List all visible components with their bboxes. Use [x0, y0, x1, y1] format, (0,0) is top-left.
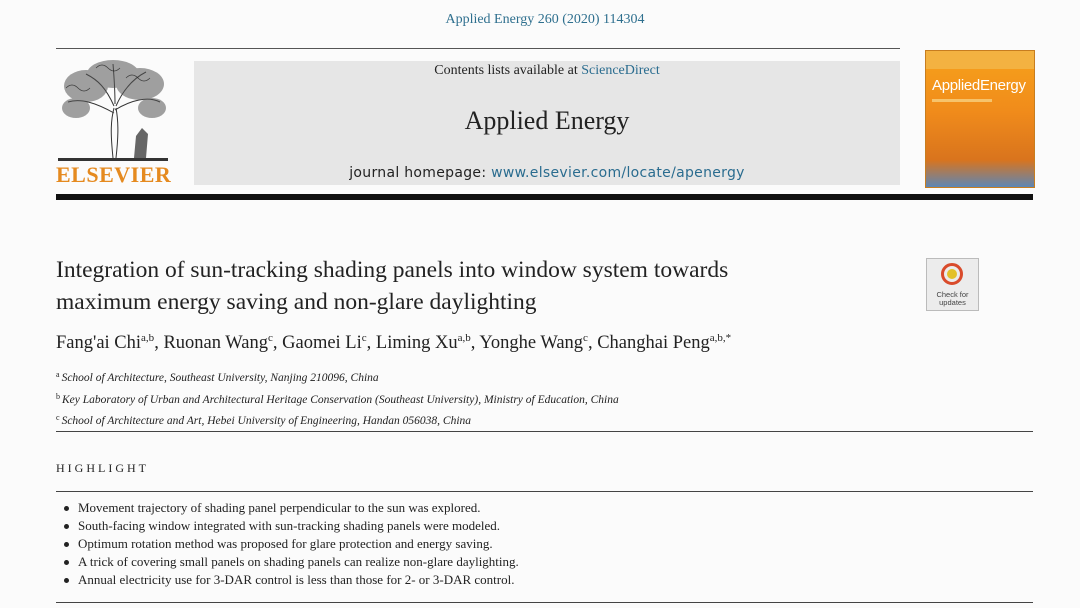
bullet-icon — [64, 542, 69, 547]
header-thick-divider — [56, 194, 1033, 200]
affiliation-key: a — [56, 370, 60, 379]
journal-title: Applied Energy — [464, 106, 630, 135]
highlight-heading: HIGHLIGHT — [56, 461, 149, 475]
affiliation-item — [56, 409, 619, 431]
author-name[interactable]: Ruonan Wang — [163, 333, 268, 353]
cover-top-band — [926, 51, 1034, 69]
article-title-line2: maximum energy saving and non-glare daylighting — [56, 289, 537, 315]
author-affiliation-marker[interactable]: a,b — [141, 332, 155, 344]
elsevier-logo[interactable] — [56, 58, 170, 188]
highlight-divider — [56, 491, 1033, 492]
author-affiliation-marker[interactable]: c — [583, 332, 588, 344]
author-name[interactable]: Liming Xu — [375, 333, 458, 353]
affiliation-list — [56, 366, 619, 431]
affiliation-text: School of Architecture, Southeast University, Nanjing 210096, China — [61, 372, 379, 384]
highlight-item — [62, 553, 1022, 571]
homepage-link[interactable]: www.elsevier.com/locate/apenergy — [491, 165, 745, 181]
author-affiliation-marker[interactable]: c — [361, 332, 367, 344]
contents-line — [194, 63, 900, 79]
highlight-list — [62, 499, 1022, 589]
highlight-text: Movement trajectory of shading panel perpendicular to the sun was explored. — [78, 500, 481, 515]
article-title-line1: Integration of sun-tracking shading panels into window system towards — [56, 257, 729, 283]
journal-banner — [194, 61, 900, 185]
elsevier-wordmark: ELSEVIER — [56, 162, 172, 187]
contents-prefix: Contents lists available at — [434, 63, 582, 78]
check-for-updates-button[interactable] — [926, 258, 979, 311]
bottom-divider — [56, 602, 1033, 603]
affiliation-key: c — [56, 413, 60, 422]
check-for-updates-label — [927, 291, 978, 307]
article-title — [56, 254, 906, 318]
author-name[interactable]: Changhai Peng — [597, 333, 710, 353]
sciencedirect-link[interactable]: ScienceDirect — [581, 63, 660, 78]
badge-line2: updates — [939, 298, 966, 307]
highlight-item — [62, 499, 1022, 517]
homepage-prefix: journal homepage: — [349, 165, 492, 181]
affiliation-item — [56, 388, 619, 410]
highlight-text: Annual electricity use for 3-DAR control is less than those for 2- or 3-DAR control. — [78, 572, 515, 587]
homepage-line — [194, 165, 900, 181]
author-affiliation-marker[interactable]: c — [267, 332, 273, 344]
author-list: Fang'ai Chi$^{a,b}$, Ruonan Wang$^c$, Gaomei Li$^c$, Liming Xu$^{a,b}$, Yonghe Wang$^c$, Changhai Peng$^{a,b,*}$ — [56, 332, 732, 353]
check-for-updates-icon-center — [947, 269, 957, 279]
highlight-text: Optimum rotation method was proposed for glare protection and energy saving. — [78, 536, 493, 551]
highlight-item — [62, 535, 1022, 553]
bullet-icon — [64, 506, 69, 511]
highlight-item — [62, 571, 1022, 589]
top-divider — [56, 48, 900, 49]
bullet-icon — [64, 524, 69, 529]
bullet-icon — [64, 578, 69, 583]
author-affiliation-marker[interactable]: a,b,* — [709, 332, 732, 344]
highlight-item — [62, 517, 1022, 535]
cover-title: AppliedEnergy — [932, 77, 1026, 94]
cover-accent-line — [932, 99, 992, 102]
author-name[interactable]: Fang'ai Chi — [56, 333, 142, 353]
journal-cover[interactable] — [925, 50, 1035, 188]
journal-citation[interactable]: Applied Energy 260 (2020) 114304 — [445, 12, 645, 27]
affiliation-key: b — [56, 391, 60, 401]
highlight-text: A trick of covering small panels on shading panels can realize non-glare daylighting. — [78, 554, 519, 569]
badge-line1: Check for — [936, 290, 969, 299]
author-name[interactable]: Gaomei Li — [282, 333, 362, 353]
affiliation-item — [56, 366, 619, 388]
elsevier-tree-icon — [56, 58, 170, 162]
section-divider — [56, 431, 1033, 432]
highlight-text: South-facing window integrated with sun-tracking shading panels were modeled. — [78, 518, 501, 533]
affiliation-text: Key Laboratory of Urban and Architectural Heritage Conservation (Southeast University), Ministry of Education, China — [62, 393, 619, 406]
author-name[interactable]: Yonghe Wang — [479, 333, 584, 353]
author-affiliation-marker[interactable]: a,b — [457, 332, 471, 344]
bullet-icon — [64, 560, 69, 565]
affiliation-text: School of Architecture and Art, Hebei University of Engineering, Handan 056038, China — [61, 415, 472, 427]
